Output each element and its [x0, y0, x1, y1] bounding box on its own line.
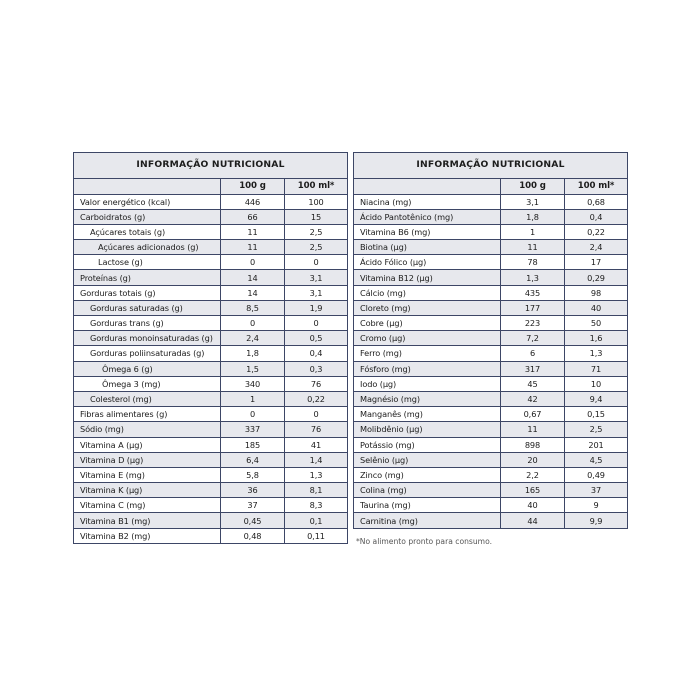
table-row	[354, 452, 628, 467]
value-100ml: 50	[565, 316, 628, 331]
value-100ml: 4,5	[565, 452, 628, 467]
value-100ml: 1,3	[565, 346, 628, 361]
nutrient-name: Manganês (mg)	[354, 407, 501, 422]
value-100ml: 40	[565, 300, 628, 315]
table-row	[74, 467, 348, 482]
table-row	[354, 240, 628, 255]
table-row	[74, 300, 348, 315]
value-100g: 14	[221, 285, 285, 300]
value-100ml: 0,22	[285, 391, 348, 406]
value-100g: 36	[221, 483, 285, 498]
value-100ml: 0,22	[565, 224, 628, 239]
table-row	[354, 209, 628, 224]
nutrient-name: Vitamina B6 (mg)	[354, 224, 501, 239]
value-100ml: 0,3	[285, 361, 348, 376]
value-100g: 37	[221, 498, 285, 513]
value-100g: 435	[501, 285, 565, 300]
table-row	[354, 391, 628, 406]
value-100g: 223	[501, 316, 565, 331]
value-100g: 44	[501, 513, 565, 528]
nutrient-name: Molibdênio (µg)	[354, 422, 501, 437]
nutrition-table-left	[73, 152, 348, 544]
table-row	[354, 513, 628, 528]
value-100ml: 0,68	[565, 194, 628, 209]
nutrient-name: Cloreto (mg)	[354, 300, 501, 315]
value-100ml: 37	[565, 483, 628, 498]
header-100g: 100 g	[501, 178, 565, 194]
table-title-row	[74, 153, 348, 179]
table-row	[74, 224, 348, 239]
value-100g: 317	[501, 361, 565, 376]
nutrient-name: Taurina (mg)	[354, 498, 501, 513]
value-100ml: 9,9	[565, 513, 628, 528]
value-100ml: 8,3	[285, 498, 348, 513]
value-100g: 2,4	[221, 331, 285, 346]
table-row	[354, 483, 628, 498]
nutrient-name: Niacina (mg)	[354, 194, 501, 209]
value-100g: 40	[501, 498, 565, 513]
value-100ml: 15	[285, 209, 348, 224]
value-100g: 8,5	[221, 300, 285, 315]
nutrient-name: Ômega 6 (g)	[74, 361, 221, 376]
value-100ml: 10	[565, 376, 628, 391]
nutrient-name: Vitamina C (mg)	[74, 498, 221, 513]
value-100g: 6,4	[221, 452, 285, 467]
value-100ml: 0,1	[285, 513, 348, 528]
value-100g: 1	[501, 224, 565, 239]
value-100ml: 0,29	[565, 270, 628, 285]
value-100g: 6	[501, 346, 565, 361]
table-row	[354, 316, 628, 331]
table-row	[354, 376, 628, 391]
nutrient-name: Proteínas (g)	[74, 270, 221, 285]
nutrient-name: Ferro (mg)	[354, 346, 501, 361]
value-100g: 5,8	[221, 467, 285, 482]
header-100g: 100 g	[221, 178, 285, 194]
table-row	[354, 346, 628, 361]
table-row	[74, 528, 348, 543]
value-100ml: 0,49	[565, 467, 628, 482]
value-100g: 0	[221, 255, 285, 270]
value-100ml: 0	[285, 407, 348, 422]
nutrient-name: Lactose (g)	[74, 255, 221, 270]
header-100ml: 100 ml*	[565, 178, 628, 194]
table-row	[354, 361, 628, 376]
nutrient-name: Ácido Pantotênico (mg)	[354, 209, 501, 224]
table-row	[354, 467, 628, 482]
table-row	[354, 422, 628, 437]
nutrient-name: Ômega 3 (mg)	[74, 376, 221, 391]
value-100g: 14	[221, 270, 285, 285]
value-100g: 165	[501, 483, 565, 498]
nutrient-name: Vitamina A (µg)	[74, 437, 221, 452]
table-row	[74, 194, 348, 209]
table-row	[74, 376, 348, 391]
nutrient-name: Vitamina E (mg)	[74, 467, 221, 482]
value-100g: 7,2	[501, 331, 565, 346]
table-title: INFORMAÇÃO NUTRICIONAL	[354, 153, 628, 179]
header-100ml: 100 ml*	[285, 178, 348, 194]
table-header-row	[74, 178, 348, 194]
nutrient-name: Magnésio (mg)	[354, 391, 501, 406]
table-row	[74, 407, 348, 422]
nutrient-name: Biotina (µg)	[354, 240, 501, 255]
value-100g: 45	[501, 376, 565, 391]
table-row	[354, 300, 628, 315]
nutrient-name: Ácido Fólico (µg)	[354, 255, 501, 270]
nutrient-name: Colina (mg)	[354, 483, 501, 498]
value-100ml: 76	[285, 376, 348, 391]
table-row	[74, 422, 348, 437]
value-100ml: 76	[285, 422, 348, 437]
value-100ml: 0	[285, 255, 348, 270]
value-100ml: 0,11	[285, 528, 348, 543]
nutrient-name: Fósforo (mg)	[354, 361, 501, 376]
table-row	[354, 270, 628, 285]
table-row	[74, 452, 348, 467]
footnote: *No alimento pronto para consumo.	[356, 537, 492, 546]
table-row	[74, 498, 348, 513]
value-100ml: 0,4	[285, 346, 348, 361]
value-100ml: 3,1	[285, 270, 348, 285]
nutrient-name: Vitamina B1 (mg)	[74, 513, 221, 528]
nutrient-name: Gorduras saturadas (g)	[74, 300, 221, 315]
value-100ml: 3,1	[285, 285, 348, 300]
value-100g: 2,2	[501, 467, 565, 482]
table-row	[354, 331, 628, 346]
value-100g: 177	[501, 300, 565, 315]
table-row	[74, 483, 348, 498]
value-100ml: 1,6	[565, 331, 628, 346]
table-header-row	[354, 178, 628, 194]
nutrient-name: Açúcares totais (g)	[74, 224, 221, 239]
value-100ml: 2,5	[285, 224, 348, 239]
table-row	[354, 498, 628, 513]
value-100ml: 0,5	[285, 331, 348, 346]
nutrient-name: Sódio (mg)	[74, 422, 221, 437]
table-title-row	[354, 153, 628, 179]
value-100ml: 71	[565, 361, 628, 376]
value-100ml: 2,5	[565, 422, 628, 437]
nutrient-name: Fibras alimentares (g)	[74, 407, 221, 422]
header-blank-cell	[74, 178, 221, 194]
nutrient-name: Potássio (mg)	[354, 437, 501, 452]
value-100g: 3,1	[501, 194, 565, 209]
nutrient-name: Vitamina D (µg)	[74, 452, 221, 467]
value-100g: 11	[501, 422, 565, 437]
table-row	[354, 407, 628, 422]
value-100ml: 98	[565, 285, 628, 300]
nutrient-name: Vitamina K (µg)	[74, 483, 221, 498]
value-100g: 1	[221, 391, 285, 406]
table-row	[354, 255, 628, 270]
value-100ml: 0	[285, 316, 348, 331]
nutrient-name: Gorduras trans (g)	[74, 316, 221, 331]
value-100g: 0	[221, 316, 285, 331]
value-100ml: 8,1	[285, 483, 348, 498]
table-row	[354, 224, 628, 239]
table-row	[74, 240, 348, 255]
table-row	[354, 437, 628, 452]
nutrient-name: Zinco (mg)	[354, 467, 501, 482]
value-100g: 11	[221, 224, 285, 239]
table-row	[74, 285, 348, 300]
table-title: INFORMAÇÃO NUTRICIONAL	[74, 153, 348, 179]
value-100ml: 0,15	[565, 407, 628, 422]
value-100ml: 9,4	[565, 391, 628, 406]
value-100ml: 9	[565, 498, 628, 513]
nutrition-table-right	[353, 152, 628, 529]
nutrient-name: Selênio (µg)	[354, 452, 501, 467]
table-row	[74, 513, 348, 528]
table-row	[74, 346, 348, 361]
table-row	[74, 361, 348, 376]
value-100g: 78	[501, 255, 565, 270]
nutrient-name: Gorduras monoinsaturadas (g)	[74, 331, 221, 346]
nutrient-name: Carboidratos (g)	[74, 209, 221, 224]
value-100g: 1,8	[501, 209, 565, 224]
value-100g: 42	[501, 391, 565, 406]
nutrient-name: Vitamina B2 (mg)	[74, 528, 221, 543]
value-100ml: 1,9	[285, 300, 348, 315]
table-row	[354, 194, 628, 209]
table-row	[74, 391, 348, 406]
nutrient-name: Cromo (µg)	[354, 331, 501, 346]
nutrient-name: Cobre (µg)	[354, 316, 501, 331]
value-100ml: 0,4	[565, 209, 628, 224]
nutrient-name: Gorduras totais (g)	[74, 285, 221, 300]
value-100g: 898	[501, 437, 565, 452]
value-100g: 20	[501, 452, 565, 467]
value-100ml: 201	[565, 437, 628, 452]
value-100g: 1,5	[221, 361, 285, 376]
value-100g: 0,48	[221, 528, 285, 543]
value-100ml: 1,4	[285, 452, 348, 467]
nutrient-name: Cálcio (mg)	[354, 285, 501, 300]
value-100ml: 2,5	[285, 240, 348, 255]
value-100ml: 1,3	[285, 467, 348, 482]
value-100g: 0,67	[501, 407, 565, 422]
nutrition-table-right-panel	[353, 152, 628, 529]
value-100g: 1,3	[501, 270, 565, 285]
value-100g: 1,8	[221, 346, 285, 361]
nutrient-name: Iodo (µg)	[354, 376, 501, 391]
value-100g: 446	[221, 194, 285, 209]
table-row	[74, 209, 348, 224]
nutrition-table-left-panel	[73, 152, 348, 544]
nutrient-name: Vitamina B12 (µg)	[354, 270, 501, 285]
nutrient-name: Açúcares adicionados (g)	[74, 240, 221, 255]
value-100g: 185	[221, 437, 285, 452]
nutrient-name: Colesterol (mg)	[74, 391, 221, 406]
table-row	[74, 270, 348, 285]
value-100g: 0,45	[221, 513, 285, 528]
value-100g: 11	[501, 240, 565, 255]
value-100g: 337	[221, 422, 285, 437]
value-100ml: 100	[285, 194, 348, 209]
value-100ml: 2,4	[565, 240, 628, 255]
table-row	[74, 255, 348, 270]
value-100g: 66	[221, 209, 285, 224]
value-100ml: 41	[285, 437, 348, 452]
value-100g: 0	[221, 407, 285, 422]
table-row	[354, 285, 628, 300]
value-100g: 11	[221, 240, 285, 255]
table-row	[74, 316, 348, 331]
nutrient-name: Gorduras poliinsaturadas (g)	[74, 346, 221, 361]
table-row	[74, 331, 348, 346]
nutrient-name: Carnitina (mg)	[354, 513, 501, 528]
value-100g: 340	[221, 376, 285, 391]
value-100ml: 17	[565, 255, 628, 270]
nutrient-name: Valor energético (kcal)	[74, 194, 221, 209]
table-row	[74, 437, 348, 452]
header-blank-cell	[354, 178, 501, 194]
